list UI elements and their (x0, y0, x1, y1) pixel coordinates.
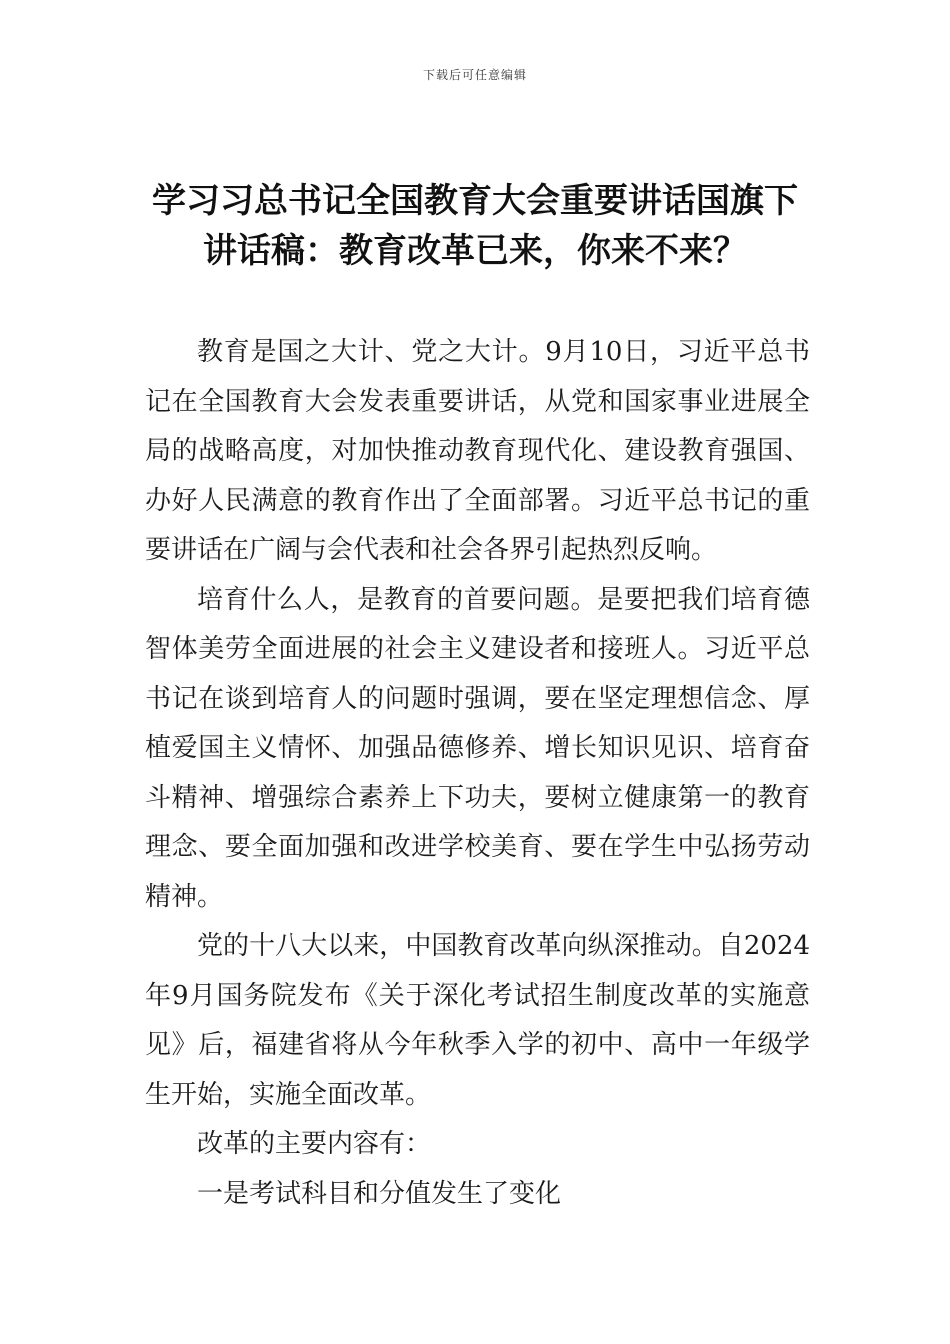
paragraph: 一是考试科目和分值发生了变化 (197, 1178, 562, 1209)
paragraph: 改革的主要内容有： (197, 1129, 432, 1159)
header-note: 下载后可任意编辑 (422, 68, 527, 82)
document-title: 学习习总书记全国教育大会重要讲话国旗下讲话稿：教育改革已来，你来不来？ (152, 181, 798, 271)
document-body (145, 328, 810, 1219)
paragraph: 培育什么人，是教育的首要问题。是要把我们培育德智体美劳全面进展的社会主义建设者和接班人。习近平总书记在谈到培育人的问题时强调，要在坚定理想信念、厚植爱国主义情怀、加强品德修养、增长知识见识、培育奋斗精神、增强综合素养上下功夫，要树立健康第一的教育理念、要全面加强和改进学校美育、要在学生中弘扬劳动精神。 (145, 584, 810, 912)
paragraph: 党的十八大以来，中国教育改革向纵深推动。自2024年9月国务院发布《关于深化考试招生制度改革的实施意见》后，福建省将从今年秋季入学的初中、高中一年级学生开始，实施全面改革。 (145, 931, 810, 1110)
paragraph: 教育是国之大计、党之大计。9月10日，习近平总书记在全国教育大会发表重要讲话，从党和国家事业进展全局的战略高度，对加快推动教育现代化、建设教育强国、办好人民满意的教育作出了全面部署。习近平总书记的重要讲话在广阔与会代表和社会各界引起热烈反响。 (145, 337, 810, 565)
